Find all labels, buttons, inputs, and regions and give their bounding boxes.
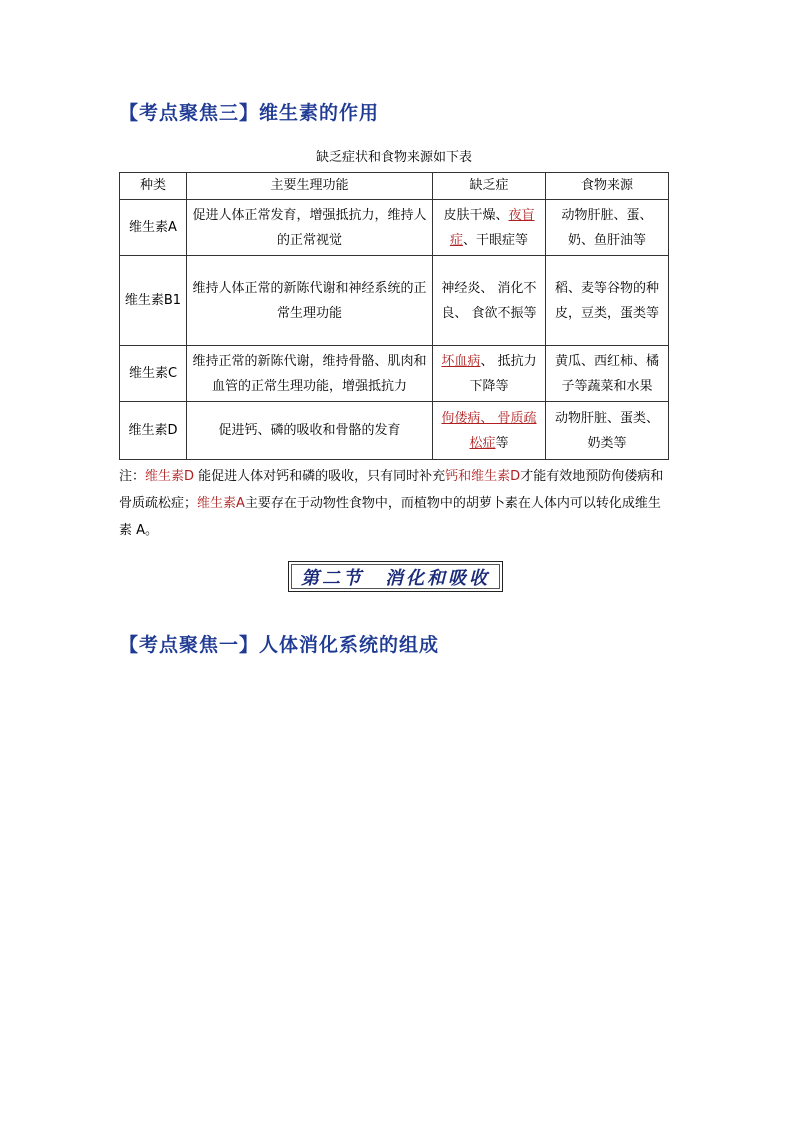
table-header-row [120,173,669,200]
note-text: 才能有效地预防佝偻病和骨质疏松症； [119,469,664,511]
deficiency-text: 、干眼症等 [463,232,529,248]
note-highlight: 维生素A [197,496,245,511]
cell-deficiency: 神经炎、 消化不良、 食欲不振等 [433,256,546,346]
note-highlight: 维生素D [145,469,195,484]
header-function: 主要生理功能 [187,173,433,200]
section-title: 第二节 消化和吸收 [291,564,500,589]
cell-kind: 维生素A [120,200,187,256]
cell-function: 促进钙、磷的吸收和骨骼的发育 [187,402,433,460]
section-title-box [288,561,503,592]
deficiency-text: 等 [495,435,509,451]
header-kind: 种类 [120,173,187,200]
table-caption: 缺乏症状和食物来源如下表 [315,150,472,165]
deficiency-highlight: 夜盲症 [449,207,535,248]
cell-function: 维持正常的新陈代谢，维持骨骼、肌肉和血管的正常生理功能，增强抵抗力 [187,346,433,402]
cell-deficiency [433,402,546,460]
section-heading-digestive-system: 【考点聚焦一】人体消化系统的组成 [119,634,440,656]
deficiency-text: 、 抵抗力下降等 [469,353,537,394]
note-paragraph [119,463,671,544]
cell-source: 动物肝脏、蛋类、奶类等 [546,402,669,460]
cell-function: 促进人体正常发育，增强抵抗力，维持人的正常视觉 [187,200,433,256]
header-source: 食物来源 [546,173,669,200]
table-row [120,256,669,346]
cell-source: 稻、麦等谷物的种皮，豆类，蛋类等 [546,256,669,346]
deficiency-text: 皮肤干燥、 [443,207,509,223]
cell-kind: 维生素C [120,346,187,402]
note-text: 主要存在于动物性食物中，而植物中的胡萝卜素在人体内可以转化成维生素 A。 [119,496,661,538]
section-heading-vitamins: 【考点聚焦三】维生素的作用 [119,102,380,124]
table-row [120,402,669,460]
cell-kind: 维生素D [120,402,187,460]
vitamin-table [119,172,669,460]
cell-deficiency [433,200,546,256]
table-row [120,346,669,402]
note-highlight: 钙和维生素D [445,469,521,484]
cell-source: 动物肝脏、蛋、奶、鱼肝油等 [546,200,669,256]
note-text: 注： [119,469,146,484]
deficiency-highlight: 坏血病 [441,353,481,369]
cell-source: 黄瓜、西红柿、橘子等蔬菜和水果 [546,346,669,402]
header-deficiency: 缺乏症 [433,173,546,200]
note-text: 能促进人体对钙和磷的吸收，只有同时补充 [194,469,446,484]
table-row [120,200,669,256]
deficiency-highlight: 佝偻病、 骨质疏松症 [441,410,537,451]
cell-kind: 维生素B1 [120,256,187,346]
cell-function: 维持人体正常的新陈代谢和神经系统的正常生理功能 [187,256,433,346]
cell-deficiency [433,346,546,402]
